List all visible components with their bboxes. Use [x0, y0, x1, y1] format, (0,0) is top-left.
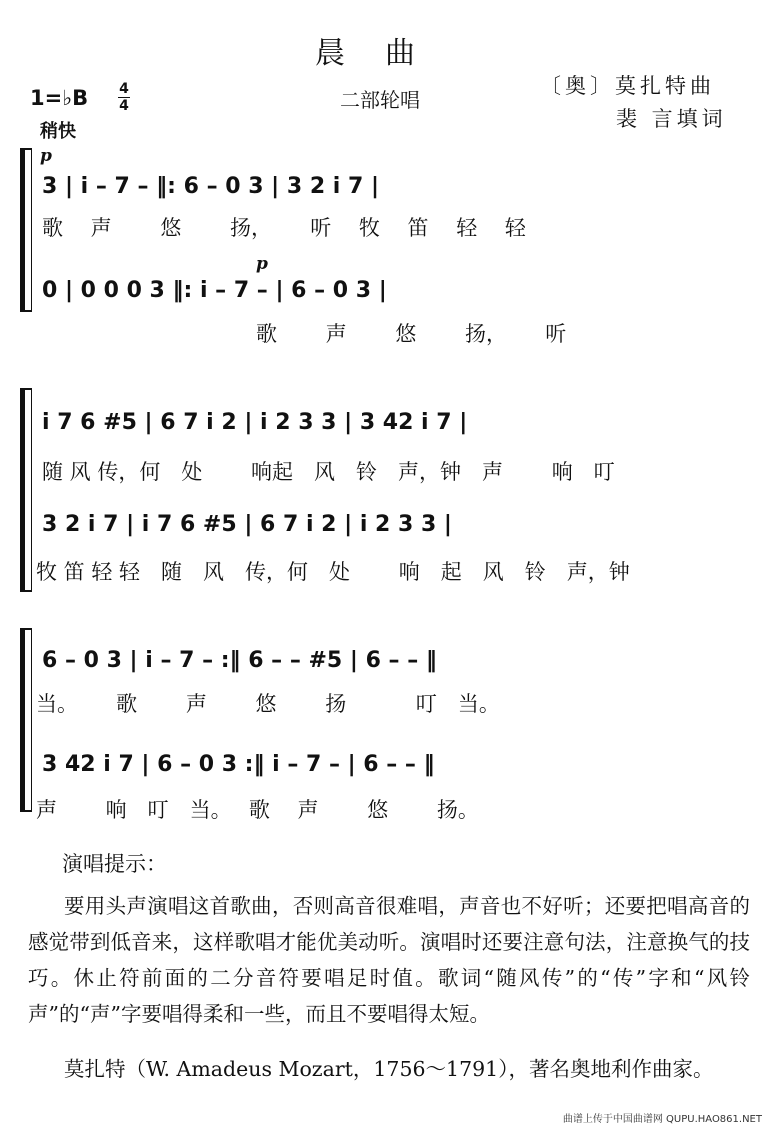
key-signature: 1=♭B [30, 86, 89, 110]
voice2-notes: 3 2 i 7 | i 7 6 #5 | 6 7 i 2 | i 2 3 3 | [42, 512, 452, 537]
dynamic-marking: p [40, 146, 52, 166]
system-bracket [20, 628, 31, 812]
composer-credit: 〔奥〕莫扎特曲 [540, 74, 715, 98]
voice2-lyrics: 歌 声 悠 扬， 听 [256, 322, 567, 346]
voice2-notes: 3 42 i 7 | 6 – 0 3 :‖ i – 7 – | 6 – – ‖ [42, 752, 435, 777]
voice2-notes: 0 | 0 0 0 3 ‖: i – 7 – | 6 – 0 3 | [42, 278, 387, 303]
tips-heading: 演唱提示： [62, 852, 167, 876]
system-bracket-line [31, 148, 32, 312]
voice1-notes: i 7 6 #5 | 6 7 i 2 | i 2 3 3 | 3 42 i 7 | [42, 410, 468, 435]
voice1-lyrics: 歌 声 悠 扬， 听 牧 笛 轻 轻 [42, 216, 526, 240]
system-bracket [20, 388, 31, 592]
site-watermark: 曲谱上传于中国曲谱网 QUPU.HAO861.NET [562, 1114, 762, 1125]
system-bracket [20, 148, 31, 312]
voice1-notes: 3 | i – 7 – ‖: 6 – 0 3 | 3 2 i 7 | [42, 174, 379, 199]
time-sig-top: 4 [119, 81, 129, 97]
system-bracket-line [31, 388, 32, 592]
voice1-lyrics: 随 风 传，何 处 响起 风 铃 声，钟 声 响 叮 [42, 460, 615, 484]
song-title: 晨曲 [315, 36, 455, 71]
composer-note: 莫扎特（W. Amadeus Mozart，1756～1791），著名奥地利作曲家。 [64, 1057, 714, 1081]
voice1-lyrics: 当。 歌 声 悠 扬 叮 当。 [36, 692, 500, 716]
system-bracket-line [31, 628, 32, 812]
time-sig-bottom: 4 [119, 98, 129, 114]
voice2-lyrics: 声 响 叮 当。 歌 声 悠 扬。 [36, 798, 479, 822]
tips-paragraph: 要用头声演唱这首歌曲，否则高音很难唱，声音也不好听；还要把唱高音的感觉带到低音来，这样歌唱才能优美动听。演唱时还要注意句法，注意换气的技巧。休止符前面的二分音符要唱足时值。歌词“随风传”的“传”字和“风铃声”的“声”字要唱得柔和一些，而且不要唱得太短。 [28, 894, 750, 1026]
tempo-marking: 稍快 [40, 121, 76, 142]
voice1-notes: 6 – 0 3 | i – 7 – :‖ 6 – – #5 | 6 – – ‖ [42, 648, 437, 673]
subtitle: 二部轮唱 [340, 88, 420, 112]
lyricist-credit: 裴 言填词 [616, 107, 727, 131]
voice2-lyrics: 牧 笛 轻 轻 随 风 传，何 处 响 起 风 铃 声，钟 [36, 560, 630, 584]
dynamic-marking: p [256, 254, 268, 274]
time-signature [118, 82, 130, 113]
